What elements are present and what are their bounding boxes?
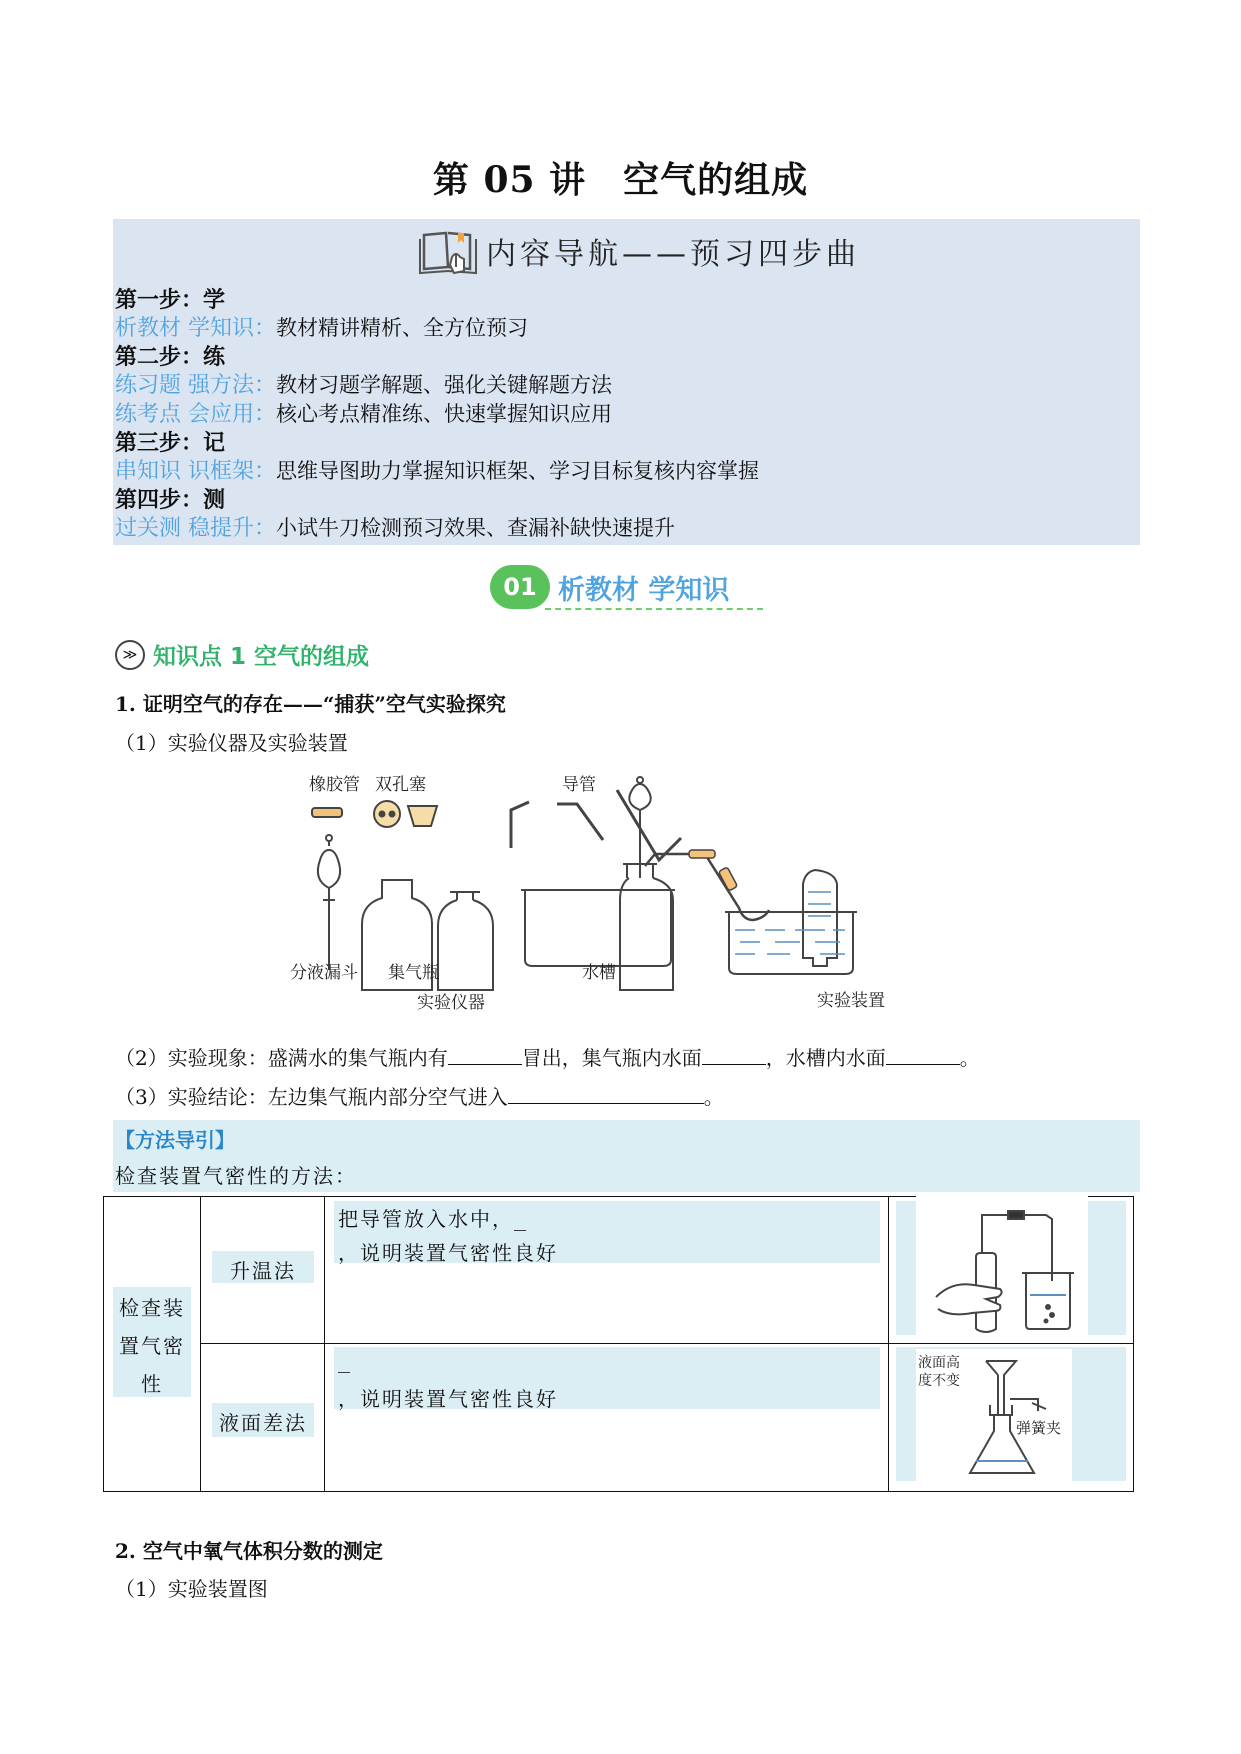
page-title: 第 05 讲 空气的组成 — [432, 159, 809, 201]
double-chevron-icon: ≫ — [115, 640, 145, 670]
table-category-cell: 检查装 置气密 性 — [119, 1296, 185, 1396]
gas-bottle-small — [438, 892, 493, 990]
part2-sub1: （1）实验装置图 — [115, 1577, 268, 1601]
funnel-bulb — [318, 850, 340, 888]
label-apparatus: 实验装置 — [817, 991, 885, 1011]
rubber-tube-shape — [312, 808, 342, 817]
blank-bottle-water-level[interactable] — [702, 1046, 766, 1065]
method-guide-desc: 检查装置气密性的方法： — [115, 1164, 357, 1188]
method-level-difference: 液面差法 — [219, 1411, 307, 1435]
heating-method-image — [916, 1195, 1088, 1339]
knowledge-point-title: 知识点 1 空气的组成 — [153, 644, 370, 670]
part1-sub1: （1）实验仪器及实验装置 — [115, 731, 348, 755]
nav-step-4: 第四步：测 — [115, 488, 226, 513]
label-two-hole-stopper: 双孔塞 — [375, 775, 426, 795]
section-underline — [545, 608, 763, 610]
blank-conclusion[interactable] — [508, 1085, 704, 1104]
stopper-top-shape — [374, 801, 400, 827]
blank-bubbles[interactable] — [448, 1046, 522, 1065]
nav-item-practice: 练考点 会应用：核心考点精准练、快速掌握知识应用 — [115, 402, 612, 427]
heating-line1: 把导管放入水中，_ — [338, 1207, 529, 1231]
method-guide-title: 【方法导引】 — [115, 1128, 235, 1152]
water-trough-shape — [521, 890, 675, 966]
label-rubber-tube: 橡胶管 — [309, 775, 360, 795]
level-line2: ，说明装置气密性良好 — [338, 1387, 558, 1411]
label-level-height: 液面高 — [918, 1355, 960, 1371]
nav-step-3: 第三步：记 — [115, 431, 226, 456]
content-navigation-header — [418, 226, 860, 276]
nav-step-1: 第一步：学 — [115, 288, 226, 313]
nav-item-study: 析教材 学知识：教材精讲精析、全方位预习 — [115, 316, 528, 341]
part2-heading: 2. 空气中氧气体积分数的测定 — [115, 1539, 383, 1563]
section-badge — [490, 560, 729, 614]
level-difference-image — [916, 1349, 1072, 1481]
nav-step-2: 第二步：练 — [115, 345, 226, 370]
book-pointer-icon — [418, 227, 480, 275]
nav-item-framework: 串知识 识框架：思维导图助力掌握知识框架、学习目标复核内容掌握 — [115, 459, 759, 484]
airtightness-table — [103, 1196, 1134, 1492]
content-navigation-title: 内容导航——预习四步曲 — [486, 237, 860, 272]
label-gas-bottle: 集气瓶 — [388, 963, 439, 983]
nav-item-exercise: 练习题 强方法：教材习题学解题、强化关键解题方法 — [115, 373, 612, 398]
label-separatory-funnel: 分液漏斗 — [290, 963, 358, 983]
part1-heading: 1. 证明空气的存在——“捕获”空气实验探究 — [115, 692, 506, 716]
section-label: 析教材 学知识 — [558, 574, 730, 606]
blank-trough-water-level[interactable] — [886, 1046, 960, 1065]
conclusion-line: （3）实验结论：左边集气瓶内部分空气进入 。 — [115, 1085, 724, 1109]
nav-item-test: 过关测 稳提升：小试牛刀检测预习效果、查漏补缺快速提升 — [115, 516, 675, 541]
inverted-bottle — [803, 870, 837, 966]
knowledge-point-heading — [115, 638, 369, 671]
section-number: 01 — [490, 565, 550, 609]
apparatus-diagram — [285, 760, 975, 1020]
label-spring-clamp: 弹簧夹 — [1016, 1419, 1062, 1437]
method-heating: 升温法 — [230, 1259, 296, 1283]
label-conduit: 导管 — [562, 775, 596, 795]
stopper-side-shape — [408, 806, 437, 826]
phenomenon-line: （2）实验现象：盛满水的集气瓶内有 冒出，集气瓶内水面 ，水槽内水面 。 — [115, 1046, 980, 1070]
label-water-trough: 水槽 — [582, 963, 616, 983]
heating-line2: ，说明装置气密性良好 — [338, 1241, 558, 1265]
label-instruments: 实验仪器 — [417, 993, 485, 1013]
label-unchanged: 度不变 — [918, 1373, 960, 1389]
level-line1: _ — [338, 1349, 353, 1373]
